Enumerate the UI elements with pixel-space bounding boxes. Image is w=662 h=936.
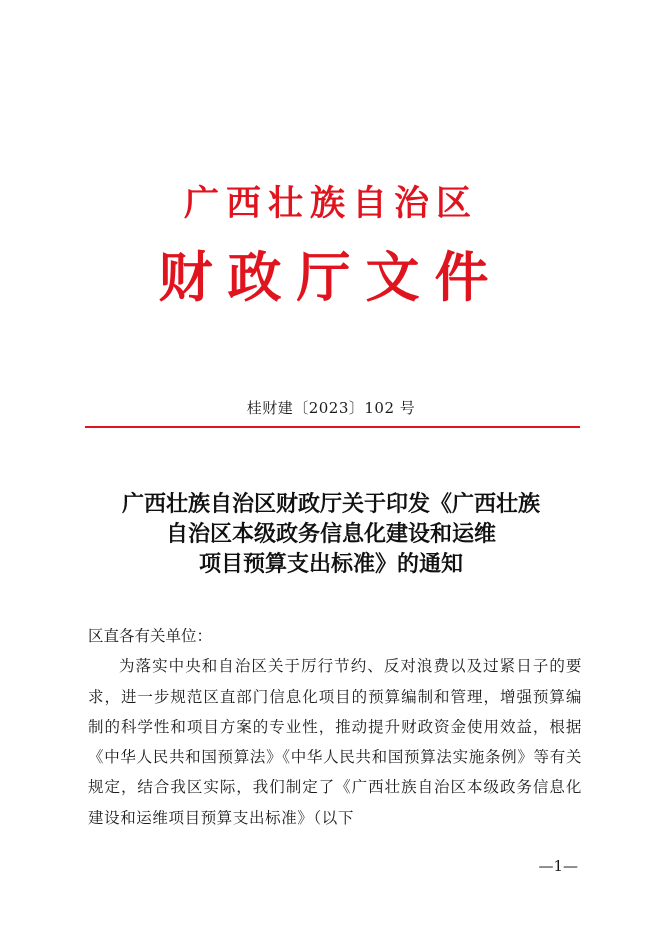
- body-paragraph: 为落实中央和自治区关于厉行节约、反对浪费以及过紧日子的要求，进一步规范区直部门信息化项目的预算编制和管理，增强预算编制的科学性和项目方案的专业性，推动提升财政资金使用效益，根据《中华人民共和国预算法》《中华人民共和国预算法实施条例》等有关规定，结合我区实际，我们制定了《广西壮族自治区本级政务信息化建设和运维项目预算支出标准》（以下: [88, 657, 582, 827]
- title-line-1: 广西壮族自治区财政厅关于印发《广西壮族: [121, 491, 540, 517]
- salutation: 区直各有关单位：: [88, 627, 213, 645]
- title-line-3: 项目预算支出标准》的通知: [198, 551, 463, 577]
- document-type-heading: 财政厅文件: [158, 245, 504, 309]
- document-number: 桂财建〔2023〕102 号: [246, 399, 416, 417]
- document-title: [40, 489, 622, 579]
- title-line-2: 自治区本级政务信息化建设和运维: [165, 521, 496, 547]
- page-number: —1—: [538, 857, 578, 875]
- document-body: [88, 621, 582, 833]
- issuer-name: 广西壮族自治区: [183, 183, 478, 224]
- red-divider-line: [85, 426, 580, 428]
